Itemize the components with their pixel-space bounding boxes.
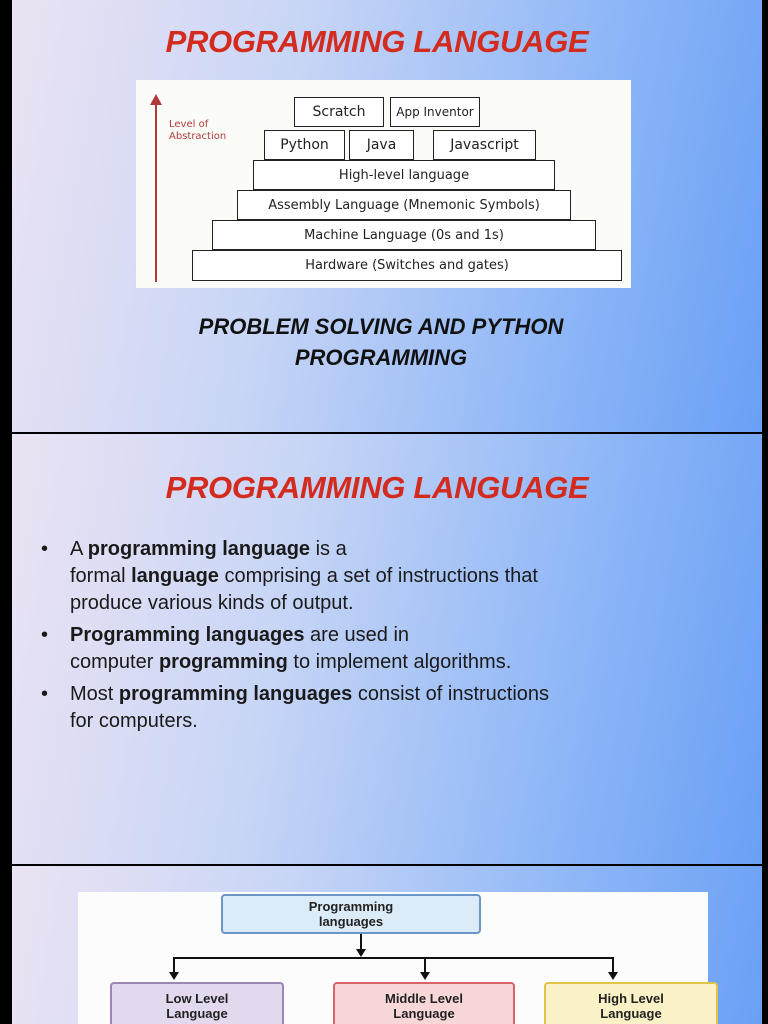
- text-run: Most: [70, 683, 119, 705]
- tier-scratch: Scratch: [294, 97, 384, 127]
- tier-app-inventor: App Inventor: [390, 97, 480, 127]
- tier-javascript: Javascript: [433, 130, 536, 160]
- language-hierarchy-chart: [78, 892, 708, 1024]
- tier-assembly: Assembly Language (Mnemonic Symbols): [237, 190, 571, 220]
- tier-python: Python: [264, 130, 345, 160]
- text-run: are used in: [304, 624, 410, 646]
- bold-text: language: [131, 565, 219, 587]
- node-low-level: [110, 982, 284, 1024]
- text-run: computer: [70, 651, 159, 673]
- arrow-down-icon: [420, 972, 430, 980]
- text-run: A: [70, 538, 88, 560]
- bullet-line: [70, 681, 729, 708]
- subtitle-line1: PROBLEM SOLVING AND PYTHON: [198, 314, 564, 339]
- axis-label-line1: Level of: [169, 119, 209, 130]
- bold-text: Programming languages: [70, 624, 305, 646]
- text-run: is a: [310, 538, 347, 560]
- bullet-list: [39, 536, 729, 740]
- slide-2: [12, 434, 762, 864]
- bullet-line: [70, 536, 729, 563]
- slide-1: [12, 0, 762, 432]
- node-line2: languages: [318, 914, 384, 929]
- bullet-line: [70, 708, 729, 735]
- arrow-down-icon: [356, 949, 366, 957]
- bullet-item: [39, 536, 729, 617]
- bold-text: programming language: [87, 538, 311, 560]
- node-line1: High Level: [598, 991, 664, 1006]
- text-run: to implement algorithms.: [287, 651, 512, 673]
- node-line1: Low Level: [165, 991, 229, 1006]
- slide-3: [12, 866, 762, 1024]
- node-middle-level: [333, 982, 515, 1024]
- tier-java: Java: [349, 130, 414, 160]
- slide-title: PROGRAMMING LANGUAGE: [165, 470, 589, 505]
- bold-text: programming languages: [118, 683, 353, 705]
- abstraction-axis-label: [169, 119, 249, 143]
- tier-machine: Machine Language (0s and 1s): [212, 220, 596, 250]
- subtitle-line2: PROGRAMMING: [294, 345, 468, 370]
- node-high-level: [544, 982, 718, 1024]
- arrow-down-icon: [169, 972, 179, 980]
- bullet-line: [70, 622, 729, 649]
- bullet-item: [39, 622, 729, 676]
- bullet-line: [70, 563, 729, 590]
- text-run: comprising a set of instructions that: [218, 565, 538, 587]
- bullet-dot-icon: •: [41, 538, 49, 560]
- axis-label-line2: Abstraction: [169, 131, 227, 142]
- text-run: for computers.: [70, 710, 198, 732]
- node-programming-languages: [221, 894, 481, 934]
- bullet-line: [70, 649, 729, 676]
- text-run: produce various kinds of output.: [70, 592, 354, 614]
- node-line2: Language: [393, 1006, 455, 1021]
- node-line1: Programming: [308, 899, 394, 914]
- connector: [173, 957, 614, 959]
- bullet-dot-icon: •: [41, 624, 49, 646]
- slide-subtitle: [12, 311, 762, 373]
- text-run: consist of instructions: [352, 683, 550, 705]
- arrow-up-icon: [150, 94, 162, 105]
- bullet-item: [39, 681, 729, 735]
- tier-hardware: Hardware (Switches and gates): [192, 250, 622, 281]
- node-line2: Language: [166, 1006, 228, 1021]
- node-line2: Language: [600, 1006, 662, 1021]
- node-line1: Middle Level: [384, 991, 464, 1006]
- slide-title: PROGRAMMING LANGUAGE: [165, 24, 589, 59]
- bullet-line: [70, 590, 729, 617]
- arrow-down-icon: [608, 972, 618, 980]
- abstraction-axis-line: [155, 102, 157, 282]
- bold-text: programming: [158, 651, 288, 673]
- tier-high-level: High-level language: [253, 160, 555, 190]
- bullet-dot-icon: •: [41, 683, 49, 705]
- abstraction-pyramid-figure: [136, 80, 631, 288]
- text-run: formal: [70, 565, 132, 587]
